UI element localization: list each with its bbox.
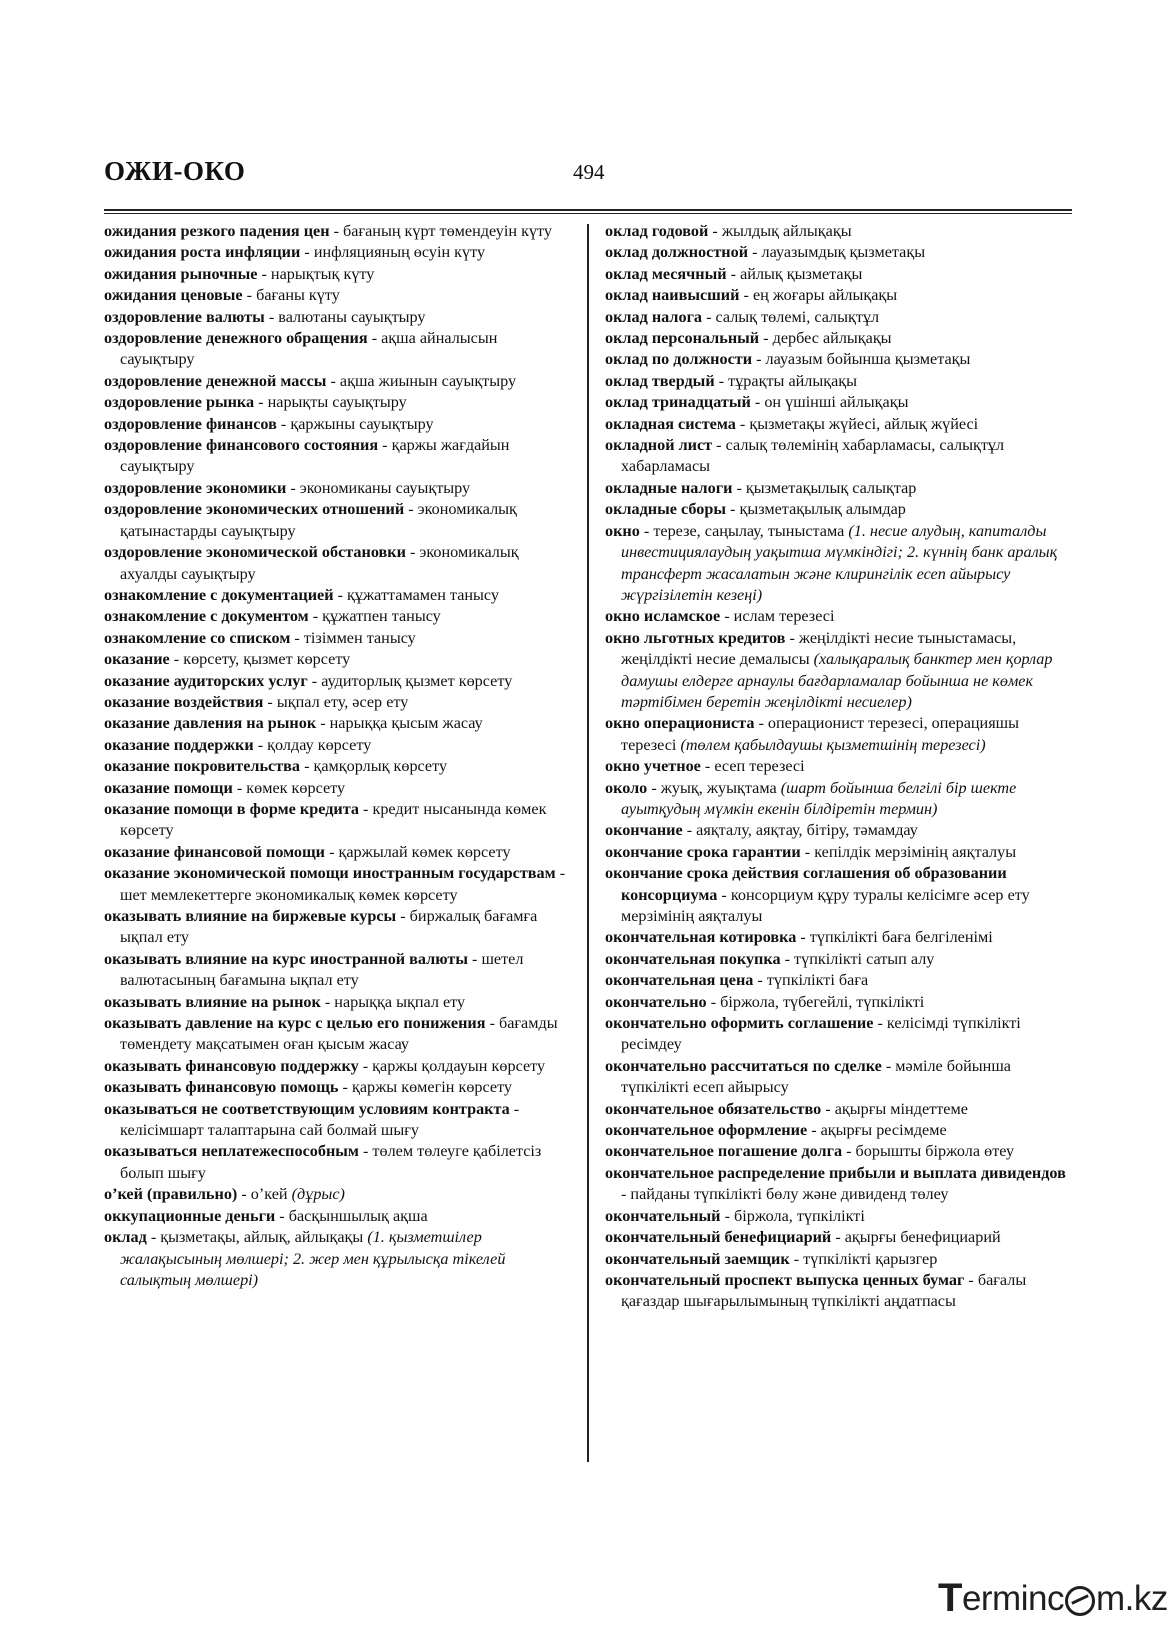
termincom-logo [938,1576,1168,1621]
right-column [605,221,1073,1313]
entry-term: оказание поддержки [104,735,254,754]
entry-term: оказываться не соответствующим условиям контракта [104,1099,510,1118]
entry-term: ожидания роста инфляции [104,243,301,262]
dictionary-entry [104,264,570,285]
dictionary-entry [104,1077,570,1098]
entry-term: оказание финансовой помощи [104,842,326,861]
entry-term: оклад персональный [605,329,760,348]
entry-definition: - он үшінші айлықақы [750,393,909,412]
dictionary-entry [605,628,1073,714]
entry-term: оклад месячный [605,264,727,283]
entry-definition: - экономикалық ахуалды сауықтыру [120,543,519,583]
entry-term: оклад твердый [605,371,715,390]
entry-term: оздоровление денежной массы [104,371,327,390]
entry-definition: - нарыққа қысым жасау [316,714,483,733]
dictionary-entry [104,328,570,371]
page-header-title: ОЖИ-ОКО [104,156,246,186]
entry-term: окончательная котировка [605,928,797,947]
entry-term: окончательное погашение долга [605,1142,843,1161]
entry-definition: - ақша айналысын сауықтыру [120,329,498,369]
dictionary-entry [605,242,1073,263]
entry-term: оказывать влияние на курс иностранной валюты [104,949,468,968]
entry-term: оказание [104,650,170,669]
page-number: 494 [573,160,605,184]
dictionary-entry [605,392,1073,413]
dictionary-entry [605,842,1073,863]
entry-definition: - салық төлемінің хабарламасы, салықтұл хабарламасы [621,436,1005,476]
dictionary-entry [605,1206,1073,1227]
entry-definition: - жылдық айлықақы [708,222,852,240]
dictionary-entry [104,799,570,842]
entry-definition: - лауазымдық қызметақы [748,243,926,262]
dictionary-entry [605,478,1073,499]
dictionary-entry [605,1120,1073,1141]
entry-definition: - түпкілікті сатып алу [780,949,935,968]
entry-definition: - дербес айлықақы [759,329,892,348]
entry-term: окно учетное [605,757,701,776]
entry-term: оздоровление финансового состояния [104,436,379,455]
entry-term: окончательное оформление [605,1121,808,1140]
entry-definition: - кепілдік мерзімінің аяқталуы [800,842,1017,861]
entry-definition: - қаржы жағдайын сауықтыру [120,436,510,476]
dictionary-entry [104,221,570,242]
column-divider [587,224,589,1462]
entry-term: оздоровление финансов [104,414,277,433]
entry-definition: - қызметақы, айлық, айлықақы [146,1228,368,1247]
entry-definition: - айлық қызметақы [726,264,863,283]
dictionary-entry [605,778,1073,821]
entry-term: окладные налоги [605,478,733,497]
dictionary-entry [104,435,570,478]
entry-term: ознакомление со списком [104,628,291,647]
dictionary-entry [605,371,1073,392]
dictionary-entry [104,1206,570,1227]
entry-term: окончательно оформить соглашение [605,1014,874,1033]
dictionary-entry [605,756,1073,777]
entry-definition: - о’кей [237,1185,292,1204]
entry-definition: - жуық, жуықтама [647,778,781,797]
dictionary-entry [104,414,570,435]
header-rule-thin [104,213,1072,214]
entry-definition: - мәміле бойынша түпкілікті есеп айырысу [621,1056,1011,1097]
entry-term: оклад по должности [605,350,753,369]
dictionary-entry [605,264,1073,285]
entry-definition: - қаржы көмегін көрсету [338,1078,513,1097]
entry-definition: - экономикалық қатынастарды сауықтыру [120,500,517,540]
entry-definition: - көрсету, қызмет көрсету [169,650,351,669]
entry-definition: - ықпал ету, әсер ету [263,692,409,711]
dictionary-entry [104,1184,570,1205]
entry-definition: - есеп терезесі [700,757,805,776]
entry-definition: - көмек көрсету [232,778,346,797]
dictionary-entry [605,307,1073,328]
dictionary-entry [104,285,570,306]
entry-term: оздоровление рынка [104,393,255,412]
entry-definition: - нарықтық күту [257,264,375,283]
entry-term: оказание покровительства [104,757,301,776]
entry-definition: - операционист терезесі, операцияшы терезесі [621,714,1020,754]
dictionary-entry [605,820,1073,841]
entry-definition: - құжатпен танысу [308,607,441,626]
entry-term: оказывать давление на курс с целью его понижения [104,1014,486,1033]
entry-definition: - ақырғы бенефициарий [831,1228,1001,1247]
entry-term: окончательно [605,992,707,1011]
entry-definition: - нарыққа ықпал ету [320,992,466,1011]
entry-definition: - нарықты сауықтыру [254,393,407,412]
entry-term: ожидания рыночные [104,264,258,283]
dictionary-entry [104,606,570,627]
entry-term: окончание срока гарантии [605,842,801,861]
entry-term: около [605,778,648,797]
dictionary-entry [104,392,570,413]
entry-note: (1. несие алудың, капиталды инвестициялаудың уақытша мүмкіндігі; 2. күннің банк аралық трансферт жасалатын және клирингілік есеп айырысу жүргізілетін кезеңі) [621,521,1058,604]
entry-note: (халықаралық банктер мен қорлар дамушы елдерге арнаулы бағдарламалар бойынша не көмек тәртібімен беретін жеңілдікті несиелер) [621,650,1053,711]
entry-definition: - борышты біржола өтеу [842,1142,1015,1161]
entry-definition: - тізіммен танысу [290,628,416,647]
dictionary-entry [104,371,570,392]
entry-definition: - ақырғы ресімдеме [807,1121,947,1140]
entry-definition: - қызметақылық алымдар [725,500,906,519]
header-rule [104,209,1072,211]
dictionary-entry [104,649,570,670]
dictionary-entry [104,992,570,1013]
entry-definition: - төлем төлеуге қабілетсіз болып шығу [120,1142,542,1182]
dictionary-entry [605,221,1073,242]
dictionary-entry [605,927,1073,948]
entry-definition: - ислам терезесі [720,607,835,626]
entry-term: окладные сборы [605,500,726,519]
dictionary-entry [605,1249,1073,1270]
entry-definition: - бағалы қағаздар шығарылымының түпкілікті аңдатпасы [621,1270,1027,1311]
dictionary-entry [104,949,570,992]
entry-definition: - аудиторлық қызмет көрсету [307,671,513,690]
entry-definition: - шет мемлекеттерге экономикалық көмек көрсету [120,864,566,904]
dictionary-entry [605,1163,1073,1206]
dictionary-entry [104,242,570,263]
entry-definition: - экономиканы сауықтыру [286,478,471,497]
entry-term: оклад тринадцатый [605,393,751,412]
entry-definition: - ең жоғары айлықақы [739,286,898,305]
entry-term: окладной лист [605,436,713,455]
dictionary-entry [104,1099,570,1142]
entry-term: окончательный заемщик [605,1249,790,1268]
entry-definition: - қаржыны сауықтыру [276,414,434,433]
entry-definition: - қызметақылық салықтар [732,478,917,497]
entry-term: окладная система [605,414,736,433]
dictionary-entry [104,628,570,649]
entry-term: о’кей (правильно) [104,1185,238,1204]
dictionary-entry [605,328,1073,349]
dictionary-entry [605,1227,1073,1248]
entry-term: ожидания резкого падения цен [104,222,330,240]
entry-term: оказывать финансовую поддержку [104,1056,359,1075]
entry-definition: - келісімді түпкілікті ресімдеу [621,1014,1021,1054]
entry-term: оказание помощи [104,778,233,797]
entry-term: оклад годовой [605,222,709,240]
entry-definition: - терезе, саңылау, тыныстама [639,521,849,540]
entry-note: (шарт бойынша белгілі бір шекте ауытқудың мүмкін екенін білдіретін термин) [621,778,1017,818]
entry-definition: - шетел валютасының бағамына ықпал ету [120,949,524,990]
dictionary-entry [605,435,1073,478]
entry-definition: - түпкілікті қарызгер [789,1249,938,1268]
entry-term: оздоровление денежного обращения [104,329,368,348]
dictionary-entry [104,735,570,756]
entry-definition: - биржалық бағамға ықпал ету [120,907,538,947]
entry-definition: - түпкілікті баға белгіленімі [796,928,993,947]
dictionary-entry [104,1227,570,1291]
dictionary-entry [605,521,1073,607]
entry-term: оказание аудиторских услуг [104,671,308,690]
dictionary-entry [104,585,570,606]
entry-term: оказание экономической помощи иностранным государствам [104,864,556,883]
entry-note: (1. қызметшілер жалақысының мөлшері; 2. жер мен құрылысқа тікелей салықтың мөлшері) [120,1228,506,1289]
entry-definition: - валютаны сауықтыру [264,307,426,326]
entry-term: окно исламское [605,607,721,626]
entry-definition: - ақырғы міндеттеме [821,1099,968,1118]
entry-term: оккупационные деньги [104,1206,276,1225]
entry-term: оклад [104,1228,147,1247]
dictionary-entry [104,1141,570,1184]
entry-term: оказание помощи в форме кредита [104,799,359,818]
dictionary-entry [104,692,570,713]
dictionary-entry [605,606,1073,627]
entry-term: оказывать влияние на рынок [104,992,321,1011]
entry-term: оклад налога [605,307,703,326]
entry-term: оздоровление экономической обстановки [104,543,406,562]
dictionary-entry [605,949,1073,970]
dictionary-entry [605,1141,1073,1162]
logo-text: erminc [961,1578,1064,1618]
entry-definition: - қаржы қолдауын көрсету [358,1056,546,1075]
entry-definition: - инфляцияның өсуін күту [300,243,486,262]
dictionary-entry [605,499,1073,520]
dictionary-entry [605,992,1073,1013]
entry-definition: - біржола, түпкілікті [720,1206,865,1225]
globe-icon [1065,1586,1095,1616]
entry-term: ознакомление с документацией [104,585,334,604]
entry-term: ознакомление с документом [104,607,309,626]
entry-term: оказываться неплатежеспособным [104,1142,359,1161]
entry-definition: - аяқталу, аяқтау, бітіру, тәмамдау [682,821,918,840]
entry-definition: - бағаны күту [242,286,340,305]
entry-definition: - басқыншылық ақша [275,1206,428,1225]
entry-term: окончательное обязательство [605,1099,822,1118]
dictionary-entry [104,307,570,328]
dictionary-entry [104,671,570,692]
logo-domain: m.kz [1095,1578,1168,1618]
dictionary-entry [104,542,570,585]
entry-term: оздоровление валюты [104,307,265,326]
entry-term: окончание [605,821,683,840]
entry-definition: - бағамды төмендету мақсатымен оған қысым жасау [120,1014,558,1054]
left-column [104,221,570,1291]
dictionary-entry [104,713,570,734]
entry-term: оздоровление экономических отношений [104,500,405,519]
dictionary-entry [605,414,1073,435]
entry-term: оказание воздействия [104,692,264,711]
dictionary-entry [104,906,570,949]
logo-letter-t: T [938,1576,962,1620]
entry-definition: - пайданы түпкілікті бөлу және дивиденд төлеу [621,1185,949,1204]
entry-term: окончательное распределение прибыли и выплата дивидендов [605,1163,1066,1182]
dictionary-entry [104,778,570,799]
entry-note: (дұрыс) [291,1185,345,1204]
entry-definition: - қолдау көрсету [253,735,372,754]
entry-term: окончательный проспект выпуска ценных бумаг [605,1270,965,1289]
dictionary-entry [104,1056,570,1077]
entry-definition: - кредит нысанында көмек көрсету [120,799,547,840]
entry-definition: - қызметақы жүйесі, айлық жүйесі [735,414,979,433]
entry-definition: - лауазым бойынша қызметақы [752,350,971,369]
entry-definition: - құжаттамамен танысу [333,585,499,604]
entry-definition: - біржола, түбегейлі, түпкілікті [706,992,925,1011]
entry-definition: - тұрақты айлықақы [714,371,858,390]
entry-term: оказывать финансовую помощь [104,1078,339,1097]
dictionary-entry [104,863,570,906]
entry-term: окончательная цена [605,971,754,990]
entry-definition: - қаржылай көмек көрсету [325,842,511,861]
entry-note: (төлем қабылдаушы қызметшінің терезесі) [680,735,986,754]
dictionary-entry [605,1056,1073,1099]
dictionary-entry [104,756,570,777]
entry-definition: - салық төлемі, салықтұл [702,307,880,326]
dictionary-entry [605,713,1073,756]
entry-definition: - келісімшарт талаптарына сай болмай шығу [120,1099,520,1140]
entry-definition: - консорциум құру туралы келісімге әсер ету мерзімінің аяқталуы [621,885,1030,925]
entry-term: окончание срока действия соглашения об образовании консорциума [605,864,1007,904]
entry-term: окончательная покупка [605,949,781,968]
entry-term: окончательный бенефициарий [605,1228,832,1247]
dictionary-entry [605,1013,1073,1056]
entry-term: окно [605,521,640,540]
entry-term: оздоровление экономики [104,478,287,497]
entry-definition: - қамқорлық көрсету [300,757,448,776]
entry-term: оклад наивысший [605,286,740,305]
dictionary-entry [605,1099,1073,1120]
dictionary-entry [605,970,1073,991]
entry-term: окно льготных кредитов [605,628,786,647]
dictionary-entry [605,349,1073,370]
entry-term: оклад должностной [605,243,749,262]
entry-definition: - жеңілдікті несие тыныстамасы, жеңілдікті несие демалысы [621,628,1017,669]
entry-definition: - түпкілікті баға [753,971,869,990]
entry-definition: - ақша жиынын сауықтыру [326,371,517,390]
dictionary-entry [605,1270,1073,1313]
dictionary-entry [104,499,570,542]
dictionary-entry [605,863,1073,927]
dictionary-entry [104,842,570,863]
entry-term: оказание давления на рынок [104,714,317,733]
entry-term: оказывать влияние на биржевые курсы [104,907,397,925]
dictionary-entry [104,1013,570,1056]
dictionary-entry [605,285,1073,306]
entry-term: окно операциониста [605,714,755,733]
entry-definition: - бағаның күрт төмендеуін күту [329,222,553,240]
entry-term: окончательный [605,1206,721,1225]
entry-term: окончательно рассчитаться по сделке [605,1056,882,1075]
entry-term: ожидания ценовые [104,286,243,305]
dictionary-entry [104,478,570,499]
